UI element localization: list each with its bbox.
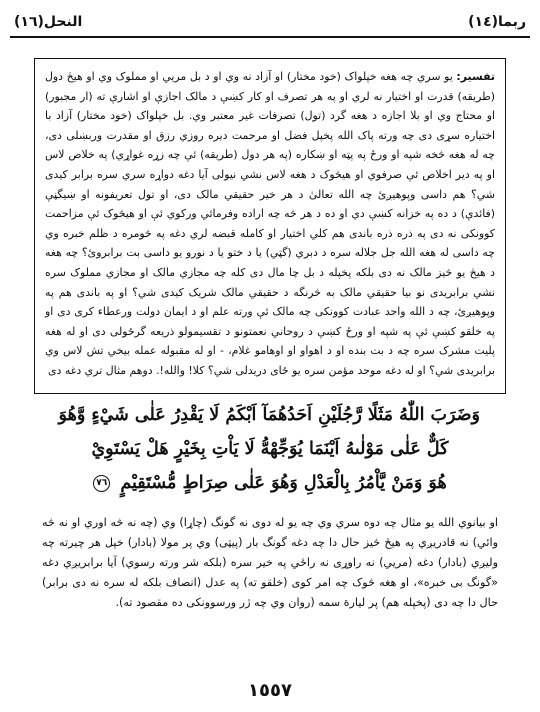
quran-verse	[60, 398, 480, 506]
verse-number-marker: ٧٦	[93, 475, 110, 492]
tafsir-box	[34, 58, 506, 394]
translation-text: او بيانوي الله يو مثال چه دوه سري وي چه يو له دوی نه گونگ (چاړا) وي (چه نه څه اوري او نه څه وائي) نه قادريږي په هيڅ څيز حال دا چه دغه گونگ بار (پيټی) وي پر مولا (بادار) خپل هر چيرته چه وليږي (بادار) دغه (مريي) نه راوړی نه راځي په خير سره (بلکه شر ورته رسوي) آيا برابريږي دغه «گونگ بی خبره»، او هغه څوک چه امر کوی (خلقو ته) په عدل (انصاف بلکه له سره نه دی برابر) حال دا چه دی (پخپله هم) پر ليارة سمه (روان وي چه ژر ورسوونکی ده مقصود ته).	[42, 516, 498, 609]
page-number: ١٥٥٧	[248, 680, 292, 701]
page-header	[10, 12, 530, 38]
verse-line-1: وَضَرَبَ اللّٰهُ مَثَلًا رَّجُلَيْنِ اَحَدُهُمَآ اَبْكَمُ لَا يَقْدِرُ عَلٰى شَيْءٍ وَّهُوَ	[58, 405, 480, 425]
verse-line-2: كَلٌّ عَلٰى مَوْلٰىهُ اَيْنَمَا يُوَجِّهْهُّ لَا يَاْتِ بِخَيْرٍ هَلْ يَسْتَوِيْ	[91, 439, 449, 459]
surah-label: النحل(١٦)	[14, 14, 83, 30]
juz-label: ربما(١٤)	[468, 14, 526, 30]
verse-line-3	[60, 466, 480, 500]
tafsir-text: يو سري چه هغه خپلواک (خود مختار) او آزاد نه وي او د بل مريي او مملوک وي او هيڅ دول (طريقه) قدرت او اختيار نه لري او په هر تصرف او کار کښې د مالک اجازې او اشارې ته (ار مجبور) او محتاج وي او بلا اجازه د هغه گرد (تول) تصرفات غير معتبر وي. بل خپلواک (خود مختار) آزاد با اختياره سړی دی چه ورته پاک الله پخپل فضل او مرحمت ديره روزي رزق او مقدرت وربښلی دی، چه له هغه څخه شپه او ورځ په پټه او ښکاره (په هر دول (طريقه) ئې چه زړه غواړي) په خلاص لاس او په دير اخلاص ئې صرفوي او هيڅوک د هغه لاس نشي نيولی آيا دغه دواړه سري سره برابر کيدی شي؟ هم داسی وپوهيږئ چه الله تعالیٰ د هر خير حقيقي مالک دی، او تول تعريفونه او ښيگڼې (فائدې) د ده په خزانه کښې دي او ده د هر څه چه اراده وفرمائي ورکوي ئې او هيڅوک ئې مزاحمت کوونکی نه دی په ذره ذره باندی هم کلي اختيار او کامله قبضه لري دغه په څومره د ظلم خبره وي چه داسی له هغه الله جل جلاله سره د دبري (گټي) يا د ختو يا د نورو يو داسی بت برابروئ؟ چه هغه د هيڅ يو څيز مالک نه دی بلکه پخپله د بل چا مال دی کله چه مجازي مالک او مجازي مملوک سره نشي برابريدی نو بيا حقيقي مالک به څرنگه د حقيقي مالک شريک کيدی شي؟ او په باندی هم په وپوهيږئ، چه د الله واحد عبادت کوونکی چه مالک ئې ورته علم او د ايمان دولت ورعطاء کری دی او په خلقو کښې ئې په شپه او ورځ کښې د روحاني نعمتونو د تقسيمولو ذريعه گرځولی دی او له هغه پليت مشرک سره چه د بت بنده او د اهواو او اوهامو غلام، - او له مقبوله عمله بيخي تش لاس وي برابريدی شي؟ او له دغه موحد مؤمن سره يو ځای دريدلی شي؟ کلا! والله!. دوهم مثال تري دغه دی	[45, 70, 495, 377]
verse-line-3-text: هُوَ وَمَنْ يَّاْمُرُ بِالْعَدْلِ وَهُوَ عَلٰى صِرَاطٍ مُّسْتَقِيْمٍ	[120, 473, 447, 493]
tafsir-label: تفسير:	[456, 70, 496, 83]
